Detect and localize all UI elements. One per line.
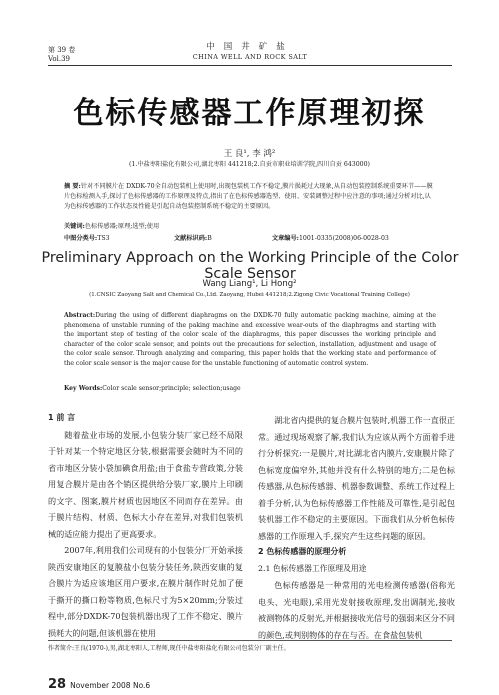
abstract-cn-label: 摘 要: [64, 183, 81, 190]
keywords-cn-label: 关键词: [64, 223, 85, 230]
article-label: 文章编号: [271, 235, 299, 242]
volume-en: Vol.39 [48, 55, 70, 63]
section-2-heading: 2 色标传感器的原理分析 [258, 547, 347, 556]
paragraph: 湖北省内提供的复合膜片包装时,机器工作一直很正常。通过现场观察了解,我们认为应该从两个方面着手进行分析探究:一是膜片,对比湖北省内膜片,安康膜片除了色标宽度偏窄外,其他并没有什么特别的地方;二是色标传感器,从色标传感器、机器参数调整、系统工作过程上着手分析,认为色标传感器工作性能及可靠性,是引起包装机器工作不稳定的主要原因。下面我们从分析色标传感器的工作原理入手,探究产生这些问题的原因。 [258, 415, 455, 541]
section-1-heading: 1 前 言 [48, 413, 76, 422]
clc-value: TS3 [97, 235, 110, 242]
journal-header [150, 40, 350, 61]
affiliation-en: (1.CNSIC Zaoyang Salt and Chemical Co.,Ltd. Zaoyang, Hubei 441218;2.Zigong Civic Vocational Training College) [89, 292, 410, 298]
subsection-2-1-heading: 2.1 色标传感器工作原理及用途 [258, 563, 367, 573]
authors-en: Wang Liang¹, Li Hong² [202, 279, 297, 289]
page-number: 28 [48, 677, 67, 692]
header-rule [48, 65, 452, 66]
paragraph: 随着盐业市场的发展,小包装分装厂家已经不局限于针对某一个特定地区分装,根据需要会随时为不同的省市地区分装小袋加碘食用盐;由于食盐专营政策,分装用复合膜片是由各个销区提供给分装厂家,膜片上印刷的文字、图案,膜片材质也因地区不同而存在差异。由于膜片结构、材质、色标大小存在差异,对我们包装机械的适应能力提出了更高要求。 [48, 429, 243, 539]
issue-date: November 2008 No.6 [70, 681, 151, 690]
title-cn: 色标传感器工作原理初探 [73, 96, 426, 131]
paragraph: 色标传感器是一种常用的光电检测传感器(俗称光电头、光电眼),采用光发射接收原理,发出调制光,接收被测物体的反射光,并根据接收光信号的强弱来区分不同的颜色,或判别物体的存在与否。在食盐包装机 [258, 580, 455, 640]
article-value: 1001-0335(2008)06-0028-03 [298, 235, 389, 242]
body-right-column [258, 412, 455, 643]
keywords-cn-text: 色标传感器;原理;选型;使用 [84, 223, 160, 230]
body-left-column [48, 410, 243, 641]
author-footnote: 作者简介:王良(1970-),男,湖北枣阳人,工程师,现任中盐枣阳盐化有限公司包装分厂副主任。 [48, 645, 290, 652]
keywords-en-text: Color scale sensor;principle; selection;usage [102, 385, 241, 392]
abstract-cn [64, 182, 436, 213]
title-en: Preliminary Approach on the Working Principle of the Color Scale Sensor [41, 250, 459, 282]
journal-name-en: CHINA WELL AND ROCK SALT [192, 53, 308, 61]
volume-header [48, 46, 75, 64]
doc-value: B [207, 235, 212, 242]
abstract-en [64, 311, 436, 369]
keywords-cn [64, 221, 436, 230]
clc-label: 中图分类号: [64, 235, 98, 242]
keywords-en-label: Key Words: [64, 385, 103, 392]
affiliation-cn: (1.中盐枣阳盐化有限公司,湖北枣阳 441218;2.自贡市职业培训学院,四川自贡 643000) [129, 161, 370, 168]
abstract-en-label: Abstract: [64, 312, 96, 319]
paragraph: 2007年,利用我们公司现有的小包装分厂开始承接陕西安康地区的复膜盐小包装分装任务,陕西安康的复合膜片为适应该地区用户要求,在膜片制作时兑加了便于撕开的撕口粉等物质,色标尺寸为5×20mm;分装过程中,部分DXDK-70包装机器出现了工作不稳定、膜片损耗大的问题,但该机器在使用 [48, 545, 243, 638]
volume-cn: 第 39 卷 [48, 46, 76, 54]
journal-name-cn: 中国井矿盐 [206, 42, 294, 52]
page-footer [48, 673, 150, 692]
authors-cn: 王 良¹, 李 鸿² [223, 149, 276, 159]
abstract-cn-text: 针对不同膜片在 DXDK-70全自动包装机上使用时,出现包装机工作不稳定,膜片损耗过大现象,从自动包装控制系统重要环节——膜片色标检测入手,探讨了色标传感器的工作原理及特点,指出了在色标传感器选型、使用、安装调整过程中应注意的事项;通过分析对比,认为色标传感器的工作状态及性能是引起自动包装控制系统不稳定的主要原因。 [64, 183, 433, 211]
abstract-en-text: During the using of different diaphragms on the DXDK-70 fully automatic packing machine, aiming at the phenomena of unstable running of the paking machine and excessive wear-outs of the diaphragms and starting with the important step of testing of the color scale of the diaphragms, this paper discusses the working principle and character of the color scale sensor, and points out the precautions for selection, installation, adjustment and usage of the color scale sensor. Through analyzing and comparing, this paper holds that the working state and performance of the color scale sensor is the major cause for the unstable functioning of automatic control system. [64, 312, 436, 367]
footnote-rule [48, 640, 452, 641]
doc-label: 文献标识码: [173, 235, 208, 242]
classification-line [64, 233, 436, 242]
keywords-en [64, 385, 436, 392]
